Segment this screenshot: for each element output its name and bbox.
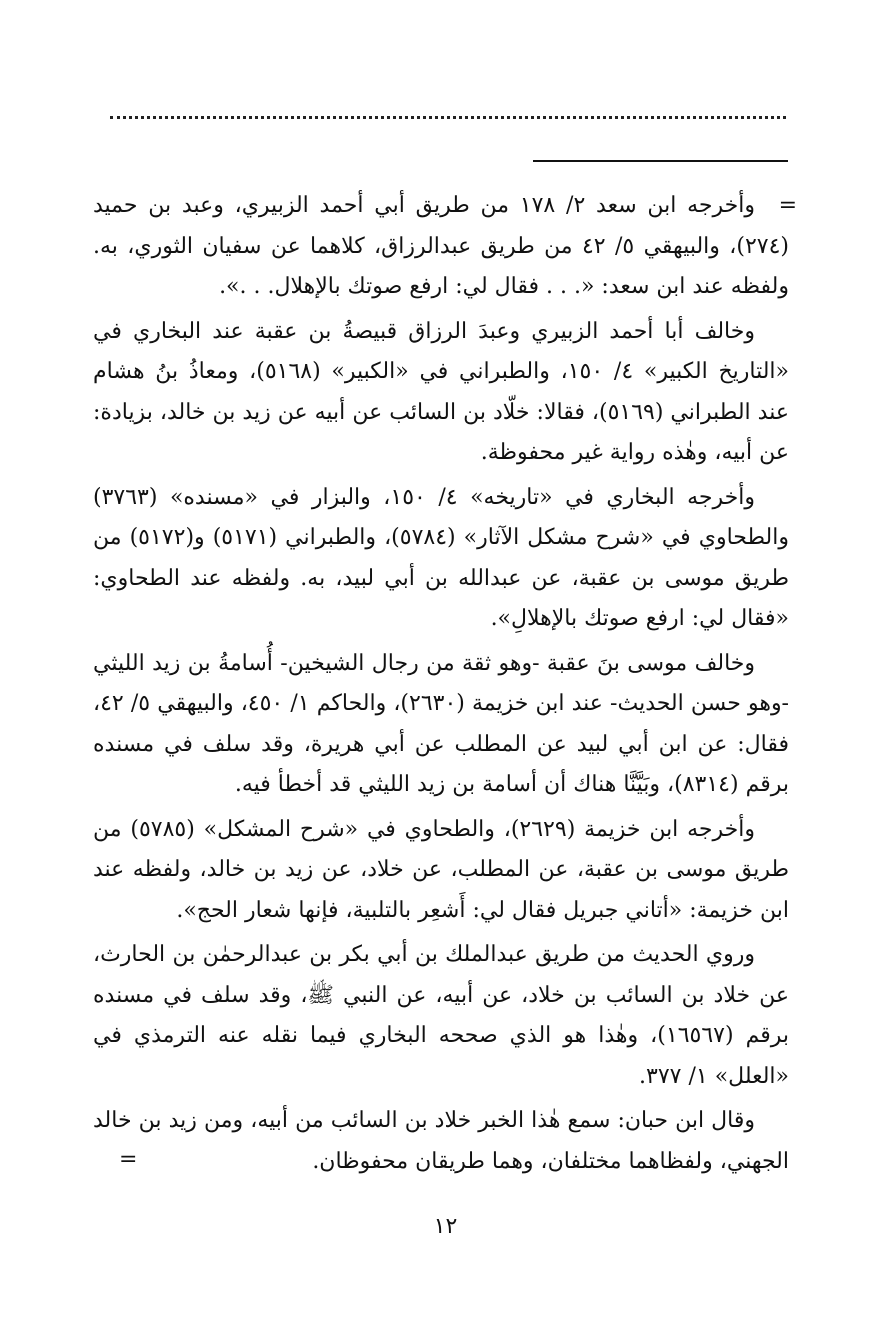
paragraph-5-text: وأخرجه ابن خزيمة (٢٦٢٩)، والطحاوي في «شرح المشكل» (٥٧٨٥) من طريق موسى بن عقبة، عن المطلب، عن خلاد، عن زيد بن خالد، ولفظه عند ابن خزيمة: «أتاني جبريل فقال لي: أَشعِر بالتلبية، فإنها شعار الحج». [93, 816, 789, 923]
paragraph-6-text: وروي الحديث من طريق عبدالملك بن أبي بكر بن عبدالرحمٰن بن الحارث، عن خلاد بن السائب بن خلاد، عن أبيه، عن النبي ﷺ، وقد سلف في مسنده برقم (١٦٥٦٧)، وهٰذا هو الذي صححه البخاري فيما نقله عنه الترمذي في «العلل» ١/ ٣٧٧. [93, 942, 789, 1089]
paragraph-2 [93, 312, 789, 474]
paragraph-1-text: وأخرجه ابن سعد ٢/ ١٧٨ من طريق أبي أحمد الزبيري، وعبد بن حميد (٢٧٤)، والبيهقي ٥/ ٤٢ من طريق عبدالرزاق، كلاهما عن سفيان الثوري، به. ولفظه عند ابن سعد: «. . . فقال لي: ارفع صوتك بالإهلال. . .». [93, 193, 789, 299]
continued-mark: = [778, 193, 797, 218]
dotted-separator [110, 116, 786, 119]
footnote-text [93, 186, 797, 1186]
page-number: ١٢ [433, 1214, 458, 1239]
paragraph-2-text: وخالف أبا أحمد الزبيري وعبدَ الرزاق قبيصةُ بن عقبة عند البخاري في «التاريخ الكبير» ٤/ ١٥٠، والطبراني في «الكبير» (٥١٦٨)، ومعاذُ بنُ هشام عند الطبراني (٥١٦٩)، فقالا: خلّاد بن السائب عن أبيه عن زيد بن خالد، بزيادة: عن أبيه، وهٰذه رواية غير محفوظة. [93, 318, 790, 465]
paragraph-7-text: وقال ابن حبان: سمع هٰذا الخبر خلاد بن السائب من أبيه، ومن زيد بن خالد الجهني، ولفظاهما مختلفان، وهما طريقان محفوظان. [93, 1108, 789, 1174]
continues-mark: = [119, 1146, 138, 1172]
paragraph-3 [93, 478, 789, 640]
paragraph-4-text: وخالف موسى بنَ عقبة -وهو ثقة من رجال الشيخين- أُسامةُ بن زيد الليثي -وهو حسن الحديث- عند ابن خزيمة (٢٦٣٠)، والحاكم ١/ ٤٥٠، والبيهقي ٥/ ٤٢، فقال: عن ابن أبي لبيد عن المطلب عن أبي هريرة، وقد سلف في مسنده برقم (٨٣١٤)، وبَيَّنَّا هناك أن أسامة بن زيد الليثي قد أخطأ فيه. [93, 650, 789, 797]
paragraph-5 [93, 810, 789, 932]
paragraph-4 [93, 644, 789, 806]
paragraph-6 [93, 935, 789, 1097]
footnote-rule [533, 160, 788, 162]
paragraph-7 [93, 1101, 789, 1182]
paragraph-3-text: وأخرجه البخاري في «تاريخه» ٤/ ١٥٠، والبزار في «مسنده» (٣٧٦٣) والطحاوي في «شرح مشكل الآثار» (٥٧٨٤)، والطبراني (٥١٧١) و(٥١٧٢) من طريق موسى بن عقبة، عن عبدالله بن أبي لبيد، به. ولفظه عند الطحاوي: «فقال لي: ارفع صوتك بالإهلالِ». [93, 484, 789, 631]
paragraph-1 [93, 186, 797, 308]
